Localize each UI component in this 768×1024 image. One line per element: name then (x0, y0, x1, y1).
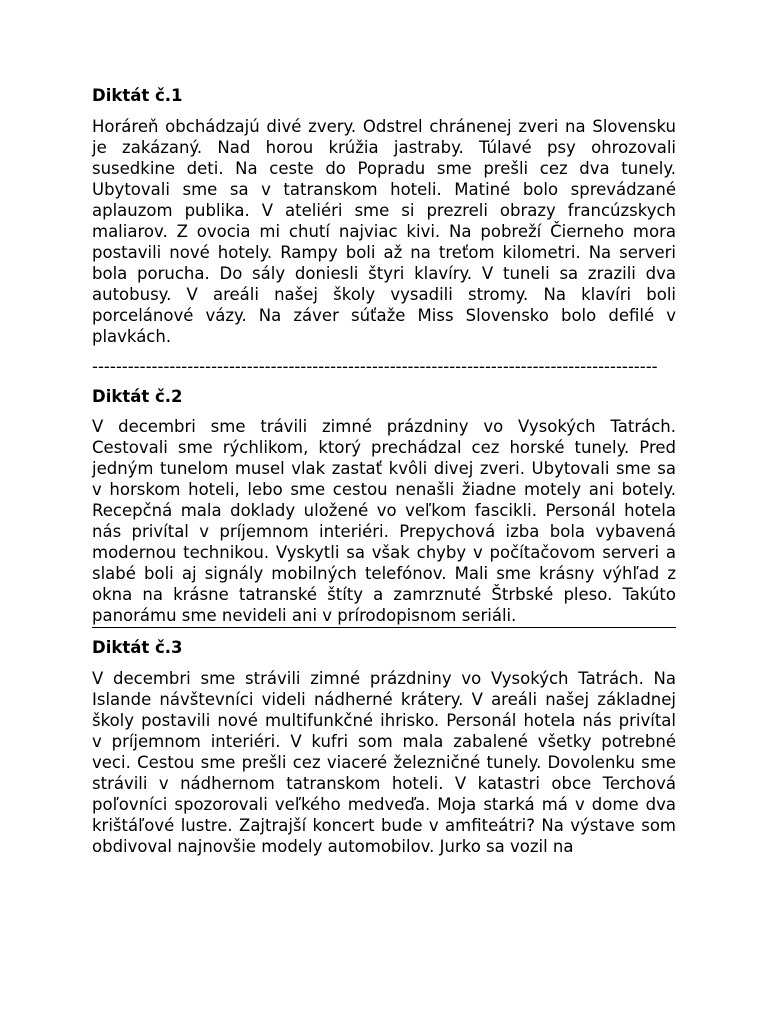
section-3-text: V decembri sme strávili zimné prázdniny vo Vysokých Tatrách. Na Islande návštevníci videli nádherné krátery. V areáli našej základnej školy postavili nové multifunkčné ihrisko. Personál hotela nás privítal v príjemnom interiéri. V kufri som mala zabalené všetky potrebné veci. Cestou sme prešli cez viaceré železničné tunely. Dovolenku sme strávili v nádhernom tatranskom hoteli. V katastri obce Terchová poľovníci spozorovali veľkého medveďa. Moja starká má v dome dva krištáľové lustre. Zajtrajší koncert bude v amfiteátri? Na výstave som obdivoval najnovšie modely automobilov. Jurko sa vozil na (92, 669, 676, 856)
section-2-text: V decembri sme trávili zimné prázdniny vo Vysokých Tatrách. Cestovali sme rýchlikom, ktorý prechádzal cez horské tunely. Pred jedným tunelom musel vlak zastať kvôli divej zveri. Ubytovali sme sa v horskom hoteli, lebo sme cestou nenašli žiadne motely ani botely. Recepčná mala doklady uložené vo veľkom fascikli. Personál hotela nás privítal v príjemnom interiéri. Prepychová izba bola vybavená modernou technikou. Vyskytli sa však chyby v počítačovom serveri a slabé boli aj signály mobilných telefónov. Mali sme krásny výhľad z okna na krásne tatranské štíty a zamrznuté Štrbské pleso. Takúto panorámu sme nevideli ani v prírodopisnom seriáli. (92, 416, 676, 628)
dash-separator: ----------------------------------------------------------------------------------------------- (92, 357, 658, 376)
section-3-heading: Diktát č.3 (92, 638, 183, 657)
section-2-heading: Diktát č.2 (92, 387, 183, 406)
section-1-heading: Diktát č.1 (92, 86, 183, 105)
document-page (92, 85, 676, 857)
section-1-text: Horáreň obchádzajú divé zvery. Odstrel chránenej zveri na Slovensku je zakázaný. Nad horou krúžia jastraby. Túlavé psy ohrozovali susedkine deti. Na ceste do Popradu sme prešli cez dva tunely. Ubytovali sme sa v tatranskom hoteli. Matiné bolo sprevádzané aplauzom publika. V ateliéri sme si prezreli obrazy francúzskych maliarov. Z ovocia mi chutí najviac kivi. Na pobreží Čierneho mora postavili nové hotely. Rampy boli až na treťom kilometri. Na serveri bola porucha. Do sály doniesli štyri klavíry. V tuneli sa zrazili dva autobusy. V areáli našej školy vysadili stromy. Na klavíri boli porcelánové vázy. Na záver súťaže Miss Slovensko bolo defilé v plavkách. (92, 117, 676, 346)
